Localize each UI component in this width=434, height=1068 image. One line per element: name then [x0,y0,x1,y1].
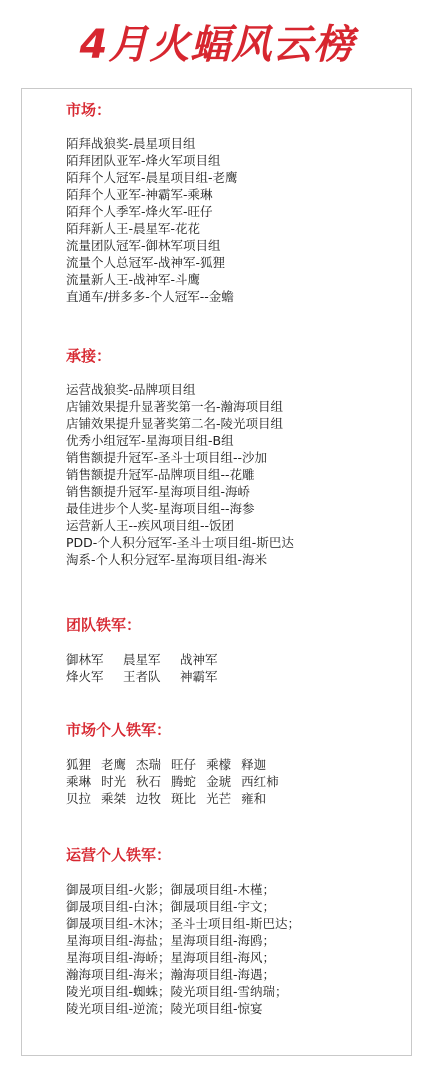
list-item: 陌拜团队亚军-烽火军项目组 [66,153,221,168]
member-name: 乘琳 [66,774,92,789]
list-item: 陌拜战狼奖-晨星项目组 [66,136,196,151]
member-name: 释迦 [241,757,267,772]
list-item: 陌拜个人亚军-神霸军-乘琳 [66,187,213,202]
page-title: 4月火蝠风云榜 [79,22,355,68]
list-item: 流量个人总冠军-战神军-狐狸 [66,255,226,270]
list-item: 瀚海项目组-海米；瀚海项目组-海遇； [66,967,276,982]
member-name: 斑比 [171,791,197,806]
member-name: 贝拉 [66,791,92,806]
list-item: 店铺效果提升显著奖第一名-瀚海项目组 [66,399,284,414]
member-name: 边牧 [136,791,162,806]
list-item: 运营新人王--疾风项目组--饭团 [66,518,235,533]
list-item: 流量新人王-战神军-斗鹰 [66,272,201,287]
team-name: 御林军 [66,652,104,667]
list-item: 淘系-个人积分冠军-星海项目组-海米 [66,552,268,567]
team-name: 神霸军 [180,669,218,684]
member-name: 乘桀 [101,791,127,806]
list-item: 御晟项目组-木沐；圣斗士项目组-斯巴达； [66,916,301,931]
list-item: 店铺效果提升显著奖第二名-陵光项目组 [66,416,284,431]
member-name: 旺仔 [171,757,197,772]
market-award-list [66,135,424,305]
list-item: 陌拜个人季军-烽火军-旺仔 [66,204,213,219]
member-name: 杰瑞 [136,757,162,772]
section-heading-market-individual-iron: 市场个人铁军： [66,721,172,739]
member-name: 金琥 [206,774,232,789]
table-row [66,651,424,668]
list-item: 陵光项目组-蜘蛛；陵光项目组-雪纳瑞； [66,984,288,999]
member-name: 雍和 [241,791,267,806]
section-undertake [66,346,424,568]
list-item: 陌拜新人王-晨星军-花花 [66,221,201,236]
undertake-award-list [66,381,424,568]
section-ops-individual-iron [66,845,424,1017]
team-iron-grid [66,651,424,685]
section-team-iron [66,615,424,685]
team-name: 烽火军 [66,669,104,684]
member-name: 光芒 [206,791,232,806]
team-name: 王者队 [123,669,161,684]
table-row [66,773,424,790]
list-item: 最佳进步个人奖-星海项目组--海参 [66,501,255,516]
section-heading-team-iron: 团队铁军： [66,616,142,634]
member-name: 老鹰 [101,757,127,772]
team-name: 晨星军 [123,652,161,667]
list-item: 流量团队冠军-御林军项目组 [66,238,221,253]
section-market [66,100,424,305]
list-item: 星海项目组-海盐；星海项目组-海鸥； [66,933,276,948]
list-item: PDD-个人积分冠军-圣斗士项目组-斯巴达 [66,535,294,550]
ops-individual-iron-list [66,881,424,1017]
list-item: 御晟项目组-火影；御晟项目组-木槿； [66,882,276,897]
list-item: 运营战狼奖-品牌项目组 [66,382,196,397]
list-item: 优秀小组冠军-星海项目组-B组 [66,433,234,448]
member-name: 腾蛇 [171,774,197,789]
market-individual-iron-grid [66,756,424,807]
member-name: 乘檬 [206,757,232,772]
section-heading-ops-individual-iron: 运营个人铁军： [66,846,172,864]
table-row [66,668,424,685]
team-name: 战神军 [180,652,218,667]
table-row [66,756,424,773]
list-item: 陌拜个人冠军-晨星项目组-老鹰 [66,170,238,185]
section-heading-market: 市场： [66,101,112,119]
list-item: 陵光项目组-逆流；陵光项目组-惊宴 [66,1001,263,1016]
member-name: 秋石 [136,774,162,789]
member-name: 狐狸 [66,757,92,772]
section-heading-undertake: 承接： [66,347,112,365]
list-item: 销售额提升冠军-圣斗士项目组--沙加 [66,450,268,465]
list-item: 销售额提升冠军-星海项目组-海峤 [66,484,251,499]
table-row [66,790,424,807]
section-market-individual-iron [66,720,424,807]
member-name: 西红柿 [241,774,279,789]
list-item: 销售额提升冠军-品牌项目组--花雕 [66,467,255,482]
list-item: 星海项目组-海峤；星海项目组-海风； [66,950,276,965]
member-name: 时光 [101,774,127,789]
list-item: 御晟项目组-白沐；御晟项目组-宇文； [66,899,276,914]
list-item: 直通车/拼多多-个人冠军--金蟾 [66,289,234,304]
